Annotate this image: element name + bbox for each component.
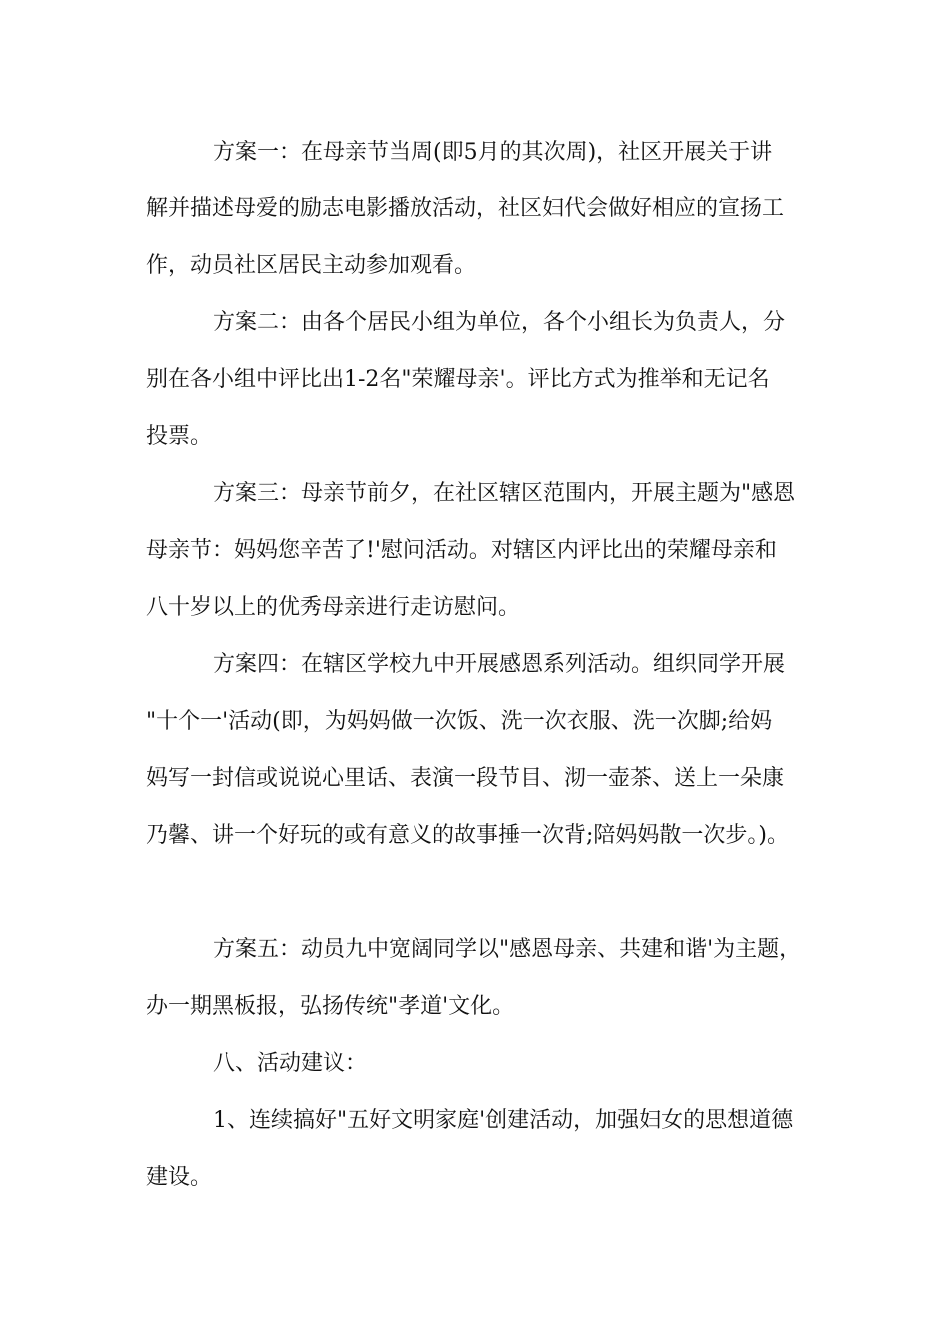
paragraph-3-line-3: 八十岁以上的优秀母亲进行走访慰问。 [146,595,521,620]
paragraph-1-line-2: 解并描述母爱的励志电影播放活动，社区妇代会做好相应的宣扬工 [146,196,785,221]
paragraph-2-line-2: 别在各小组中评比出1-2名"荣耀母亲'。评比方式为推举和无记名 [146,367,770,392]
suggestion-1-line-2: 建设。 [146,1165,213,1190]
paragraph-4-line-4: 乃馨、讲一个好玩的或有意义的故事捶一次背;陪妈妈散一次步。)。 [146,823,789,848]
paragraph-4-line-1: 方案四：在辖区学校九中开展感恩系列活动。组织同学开展 [213,652,786,677]
paragraph-5-line-2: 办一期黑板报，弘扬传统"孝道'文化。 [146,994,515,1019]
paragraph-4-line-3: 妈写一封信或说说心里话、表演一段节目、沏一壶茶、送上一朵康 [146,766,785,791]
suggestion-1-line-1: 1、连续搞好"五好文明家庭'创建活动，加强妇女的思想道德 [213,1108,794,1133]
paragraph-1-line-3: 作，动员社区居民主动参加观看。 [146,253,477,278]
paragraph-3-line-2: 母亲节：妈妈您辛苦了!'慰问活动。对辖区内评比出的荣耀母亲和 [146,538,777,563]
paragraph-1-line-1: 方案一：在母亲节当周(即5月的其次周)，社区开展关于讲 [213,140,773,165]
section-heading: 八、活动建议： [213,1051,368,1076]
paragraph-4-line-2: "十个一'活动(即，为妈妈做一次饭、洗一次衣服、洗一次脚;给妈 [146,709,773,734]
paragraph-2-line-3: 投票。 [146,424,213,449]
paragraph-3-line-1: 方案三：母亲节前夕，在社区辖区范围内，开展主题为"感恩 [213,481,796,506]
paragraph-5-line-1: 方案五：动员九中宽阔同学以"感恩母亲、共建和谐'为主题， [213,937,802,962]
paragraph-2-line-1: 方案二：由各个居民小组为单位，各个小组长为负责人，分 [213,310,786,335]
